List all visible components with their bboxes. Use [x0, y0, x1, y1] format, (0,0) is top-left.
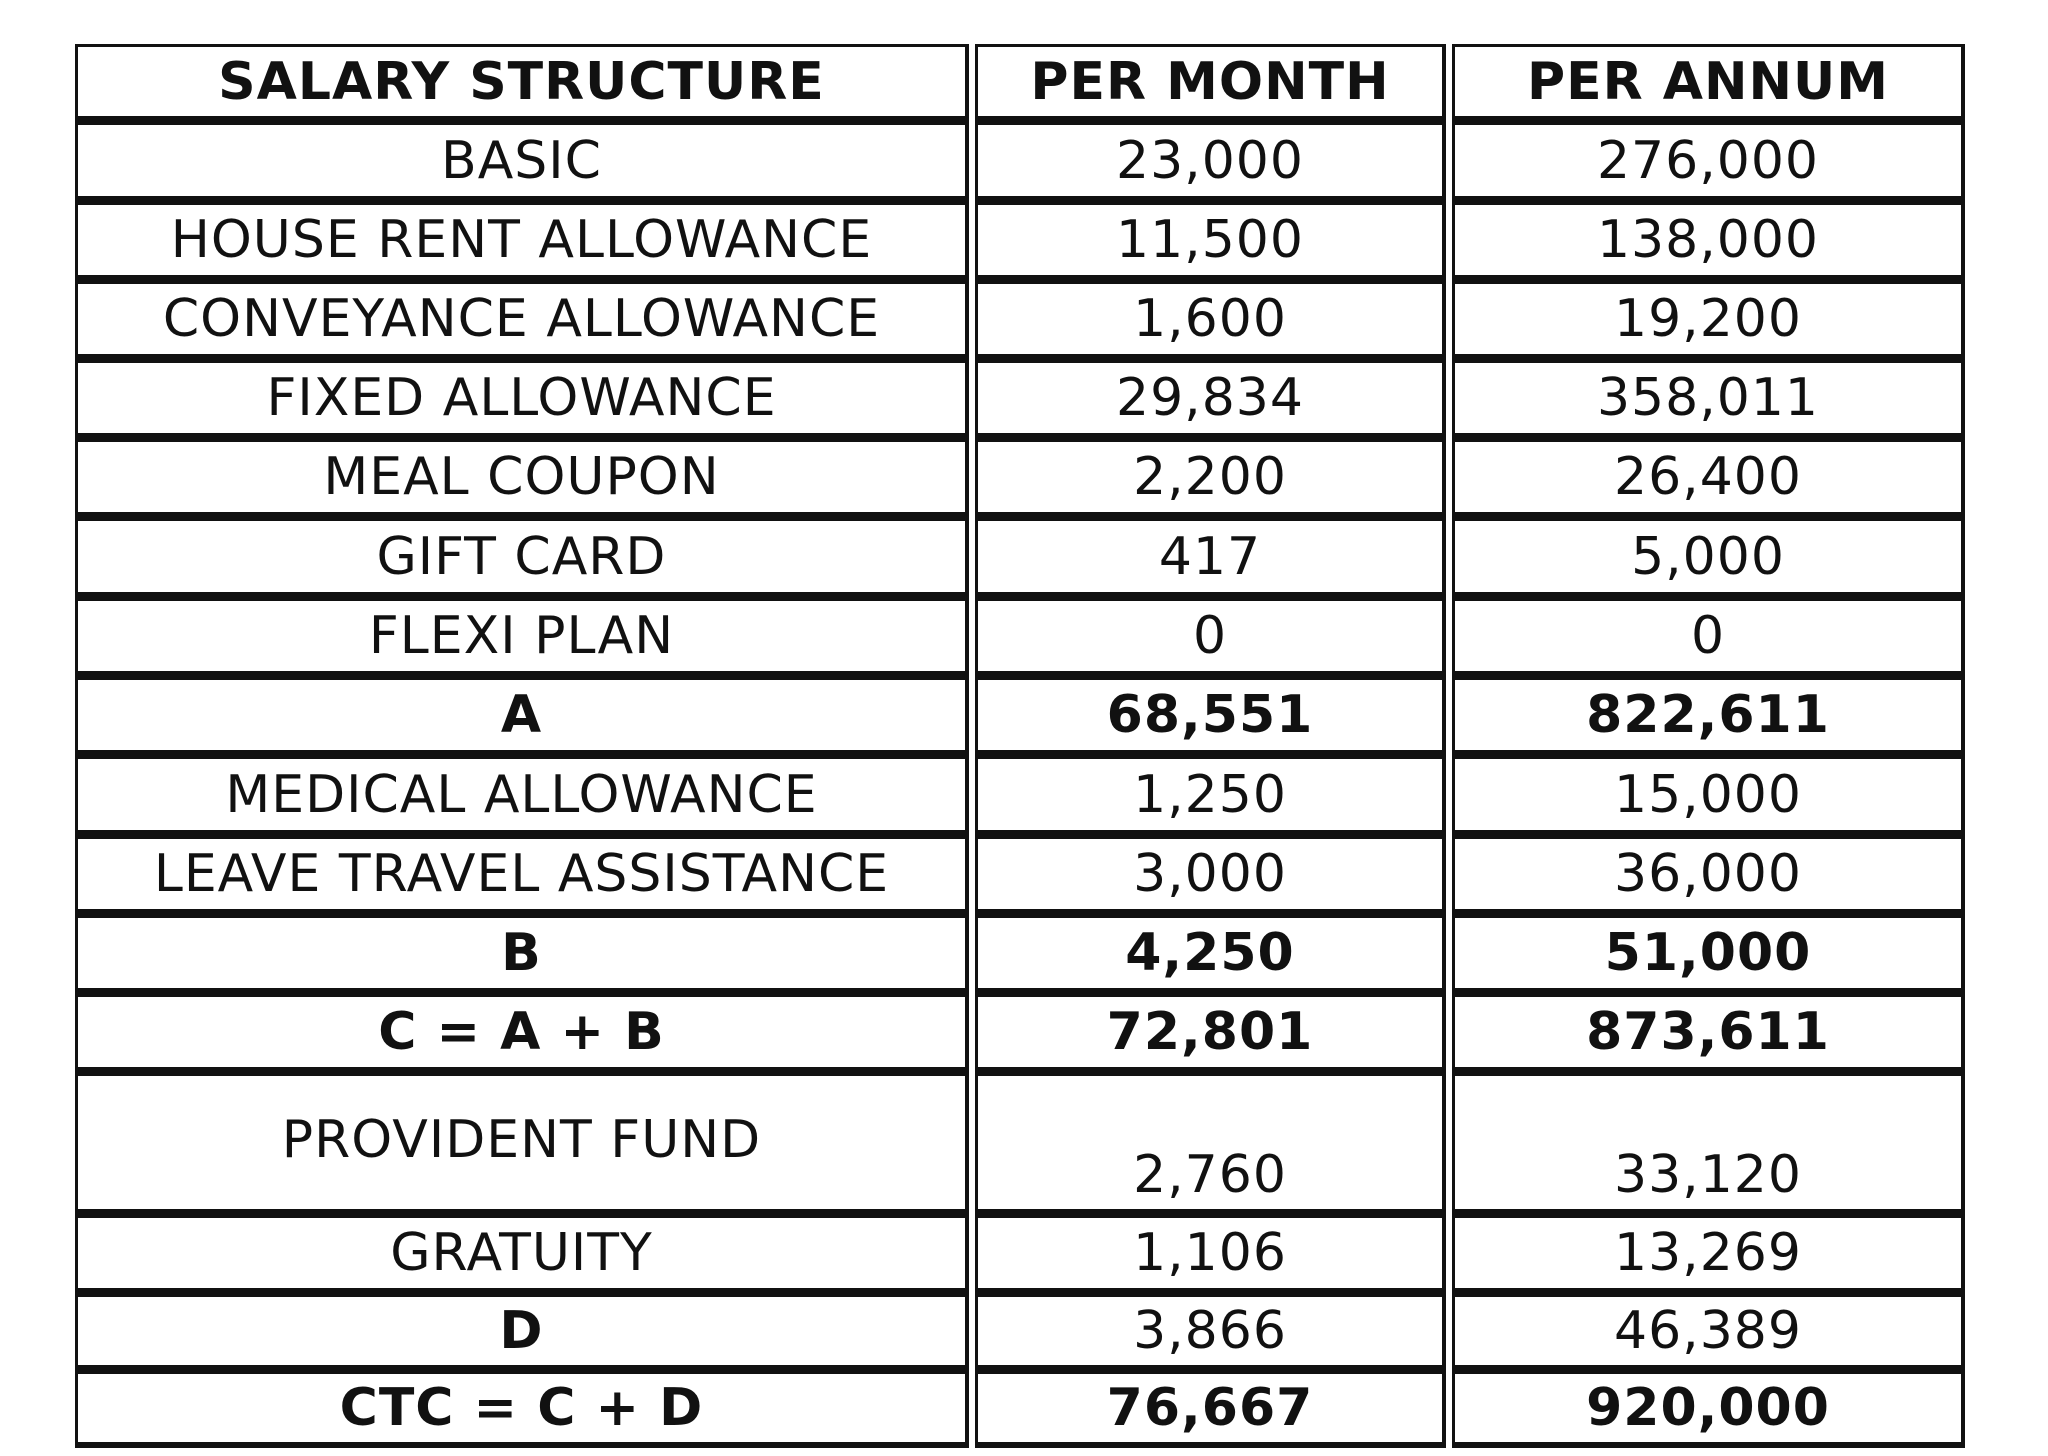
header-per-annum: PER ANNUM: [1452, 44, 1965, 122]
row-per-month-flexi-plan: 0: [975, 598, 1446, 677]
row-label-leave-travel-assistance: LEAVE TRAVEL ASSISTANCE: [75, 836, 969, 915]
row-per-annum-subtotal-b: 51,000: [1452, 915, 1965, 994]
salary-structure-table: [75, 44, 1965, 1448]
row-per-annum-basic: 276,000: [1452, 122, 1965, 202]
header-salary-structure: SALARY STRUCTURE: [75, 44, 969, 122]
row-per-month-basic: 23,000: [975, 122, 1446, 202]
row-label-ctc-total: CTC = C + D: [75, 1371, 969, 1448]
row-label-provident-fund: PROVIDENT FUND: [75, 1073, 969, 1215]
row-label-subtotal-d: D: [75, 1294, 969, 1371]
row-label-gratuity: GRATUITY: [75, 1215, 969, 1294]
row-label-total-c: C = A + B: [75, 994, 969, 1073]
row-per-month-subtotal-d: 3,866: [975, 1294, 1446, 1371]
row-per-month-subtotal-b: 4,250: [975, 915, 1446, 994]
row-per-month-leave-travel-assistance: 3,000: [975, 836, 1446, 915]
row-per-annum-gift-card: 5,000: [1452, 518, 1965, 598]
row-label-conveyance-allowance: CONVEYANCE ALLOWANCE: [75, 281, 969, 360]
row-per-annum-meal-coupon: 26,400: [1452, 439, 1965, 518]
row-per-annum-total-c: 873,611: [1452, 994, 1965, 1073]
row-label-fixed-allowance: FIXED ALLOWANCE: [75, 360, 969, 439]
row-label-house-rent-allowance: HOUSE RENT ALLOWANCE: [75, 202, 969, 281]
row-label-gift-card: GIFT CARD: [75, 518, 969, 598]
row-per-annum-ctc-total: 920,000: [1452, 1371, 1965, 1448]
row-per-month-house-rent-allowance: 11,500: [975, 202, 1446, 281]
row-per-annum-house-rent-allowance: 138,000: [1452, 202, 1965, 281]
row-per-annum-gratuity: 13,269: [1452, 1215, 1965, 1294]
row-label-medical-allowance: MEDICAL ALLOWANCE: [75, 756, 969, 836]
row-per-annum-fixed-allowance: 358,011: [1452, 360, 1965, 439]
row-label-basic: BASIC: [75, 122, 969, 202]
row-per-month-gift-card: 417: [975, 518, 1446, 598]
row-per-annum-leave-travel-assistance: 36,000: [1452, 836, 1965, 915]
row-label-meal-coupon: MEAL COUPON: [75, 439, 969, 518]
row-per-annum-subtotal-a: 822,611: [1452, 677, 1965, 756]
row-per-month-medical-allowance: 1,250: [975, 756, 1446, 836]
row-per-annum-conveyance-allowance: 19,200: [1452, 281, 1965, 360]
row-per-annum-flexi-plan: 0: [1452, 598, 1965, 677]
row-per-month-ctc-total: 76,667: [975, 1371, 1446, 1448]
row-per-annum-subtotal-d: 46,389: [1452, 1294, 1965, 1371]
row-per-month-provident-fund: 2,760: [975, 1073, 1446, 1215]
row-per-month-conveyance-allowance: 1,600: [975, 281, 1446, 360]
row-per-month-fixed-allowance: 29,834: [975, 360, 1446, 439]
row-per-annum-medical-allowance: 15,000: [1452, 756, 1965, 836]
row-per-annum-provident-fund: 33,120: [1452, 1073, 1965, 1215]
row-per-month-subtotal-a: 68,551: [975, 677, 1446, 756]
header-per-month: PER MONTH: [975, 44, 1446, 122]
row-per-month-total-c: 72,801: [975, 994, 1446, 1073]
row-label-flexi-plan: FLEXI PLAN: [75, 598, 969, 677]
row-per-month-meal-coupon: 2,200: [975, 439, 1446, 518]
row-label-subtotal-b: B: [75, 915, 969, 994]
row-per-month-gratuity: 1,106: [975, 1215, 1446, 1294]
row-label-subtotal-a: A: [75, 677, 969, 756]
